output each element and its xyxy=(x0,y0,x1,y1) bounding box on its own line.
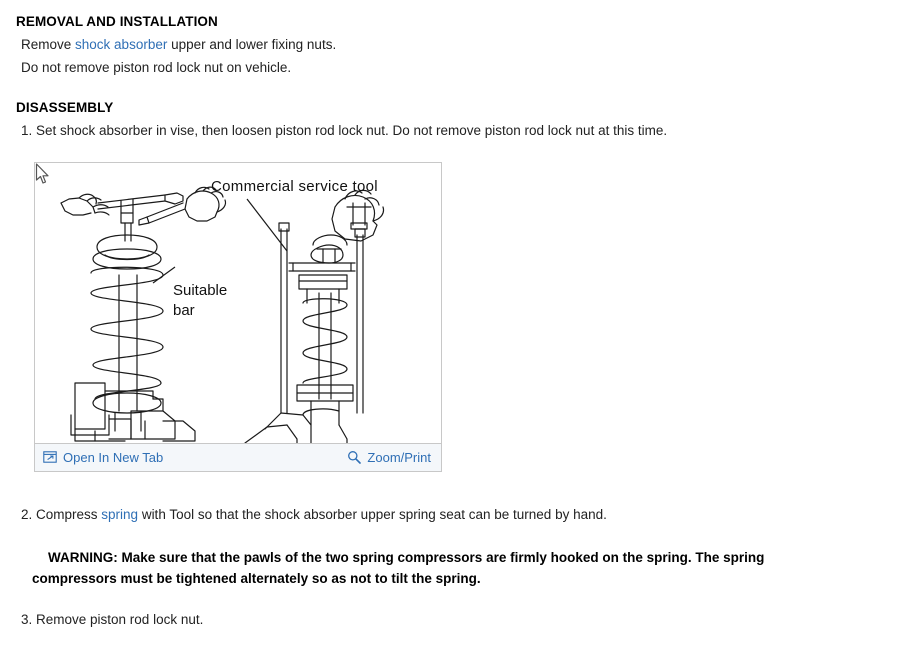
svg-text:Commercial service tool: Commercial service tool xyxy=(211,178,378,195)
svg-text:Suitable: Suitable xyxy=(173,282,228,299)
spacer xyxy=(16,80,882,100)
paragraph xyxy=(16,57,882,78)
text-fragment: 1. Set shock absorber in vise, then loosen piston rod lock nut. Do not remove piston rod lock nut at this time. xyxy=(21,123,668,138)
open-in-new-tab-button[interactable] xyxy=(43,450,163,465)
section-removal-and-installation xyxy=(16,14,882,78)
section-heading: REMOVAL AND INSTALLATION xyxy=(16,14,218,29)
zoom-print-button[interactable] xyxy=(347,450,431,465)
paragraph-step-3: 3. Remove piston rod lock nut. xyxy=(21,612,204,627)
link-spring[interactable]: spring xyxy=(101,507,139,522)
warning-line-1: WARNING: Make sure that the pawls of the two spring compressors are firmly hooked on the spring. The spring xyxy=(48,550,765,565)
spacer xyxy=(16,492,882,504)
spacer xyxy=(16,527,882,547)
paragraph xyxy=(16,34,882,55)
section-disassembly xyxy=(16,100,882,141)
warning-block xyxy=(16,547,882,589)
text-fragment: Do not remove piston rod lock nut on vehicle. xyxy=(21,60,292,75)
spacer xyxy=(16,589,882,609)
zoom-print-label: Zoom/Print xyxy=(367,449,431,465)
warning-line-2: compressors must be tightened alternately so as not to tilt the spring. xyxy=(32,571,481,586)
text-fragment: Remove xyxy=(21,37,76,52)
magnifier-icon xyxy=(347,450,361,464)
open-in-new-tab-label: Open In New Tab xyxy=(63,449,164,465)
section-heading: DISASSEMBLY xyxy=(16,100,114,115)
figure-image[interactable] xyxy=(35,163,441,443)
svg-text:bar: bar xyxy=(173,302,195,319)
figure-toolbar xyxy=(35,443,441,471)
spacer xyxy=(16,472,882,492)
figure-container xyxy=(34,162,442,472)
link-shock-absorber[interactable]: shock absorber xyxy=(75,37,168,52)
paragraph xyxy=(16,120,882,141)
open-in-new-tab-icon xyxy=(43,450,57,464)
paragraph-step-2 xyxy=(16,504,882,525)
text-fragment: with Tool so that the shock absorber upper spring seat can be turned by hand. xyxy=(138,507,607,522)
text-fragment: upper and lower fixing nuts. xyxy=(167,37,337,52)
text-fragment: 2. Compress xyxy=(21,507,102,522)
